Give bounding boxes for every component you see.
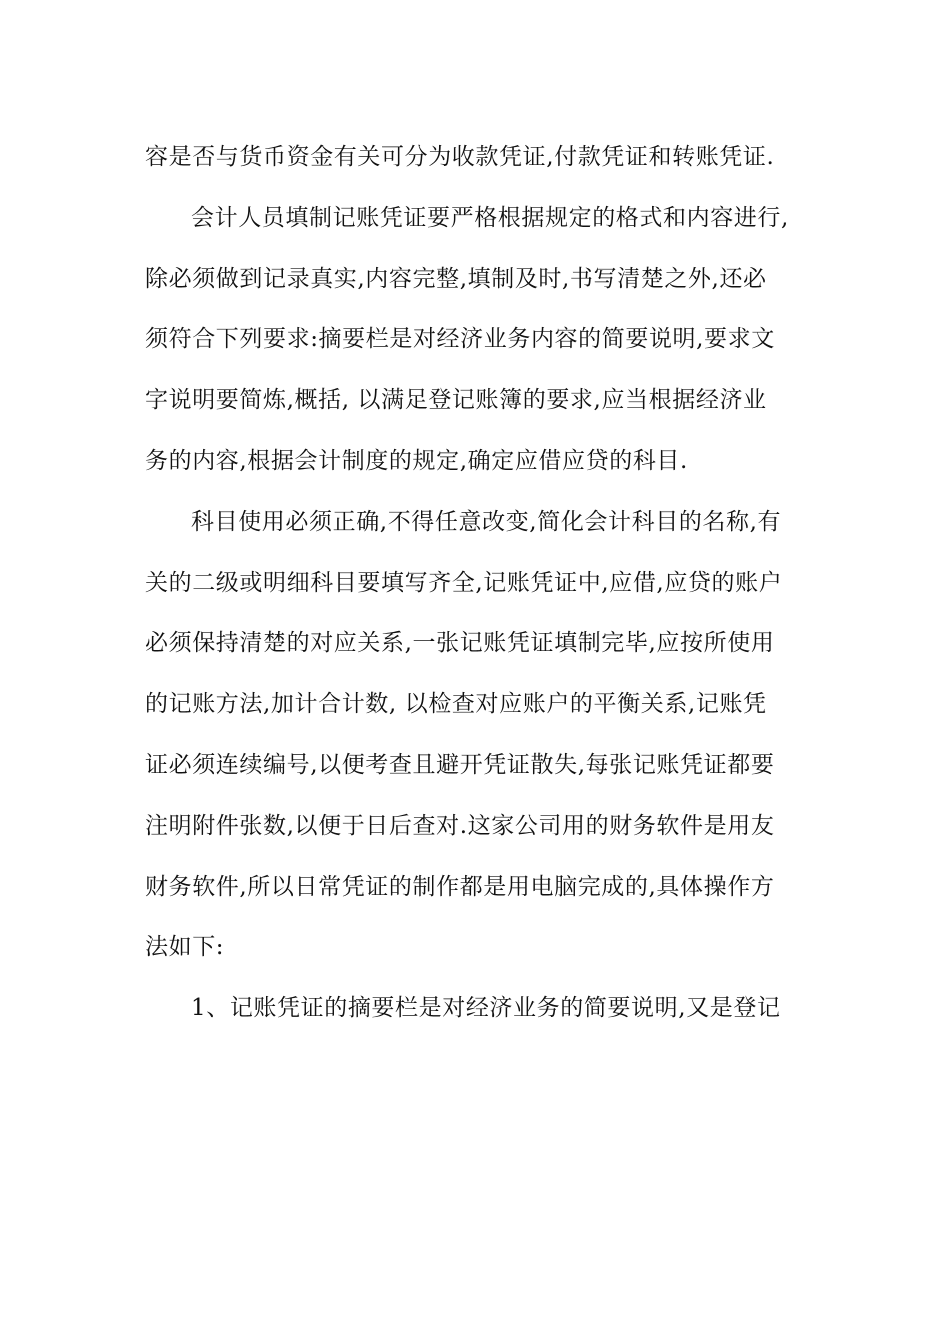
text-line: 必须保持清楚的对应关系,一张记账凭证填制完毕,应按所使用 (145, 630, 775, 657)
text-line: 科目使用必须正确,不得任意改变,简化会计科目的名称,有 (191, 508, 782, 535)
text-line: 法如下: (145, 934, 225, 961)
text-line: 会计人员填制记账凭证要严格根据规定的格式和内容进行, (191, 204, 789, 231)
text-line: 须符合下列要求:摘要栏是对经济业务内容的简要说明,要求文 (145, 326, 775, 353)
text-line: 的记账方法,加计合计数, 以检查对应账户的平衡关系,记账凭 (145, 691, 767, 718)
document-body (145, 127, 810, 1039)
text-line: 证必须连续编号,以便考查且避开凭证散失,每张记账凭证都要 (145, 751, 775, 778)
text-line: 容是否与货币资金有关可分为收款凭证,付款凭证和转账凭证. (145, 144, 775, 170)
text-line: 财务软件,所以日常凭证的制作都是用电脑完成的,具体操作方 (145, 873, 775, 900)
text-line: 注明附件张数,以便于日后查对.这家公司用的财务软件是用友 (145, 812, 775, 839)
text-line: 务的内容,根据会计制度的规定,确定应借应贷的科目. (145, 447, 688, 474)
text-line: 除必须做到记录真实,内容完整,填制及时,书写清楚之外,还必 (145, 265, 767, 292)
text-line: 1、记账凭证的摘要栏是对经济业务的简要说明,又是登记 (191, 995, 781, 1022)
text-line: 字说明要简炼,概括, 以满足登记账簿的要求,应当根据经济业 (145, 387, 767, 414)
text-line: 关的二级或明细科目要填写齐全,记账凭证中,应借,应贷的账户 (145, 569, 783, 596)
